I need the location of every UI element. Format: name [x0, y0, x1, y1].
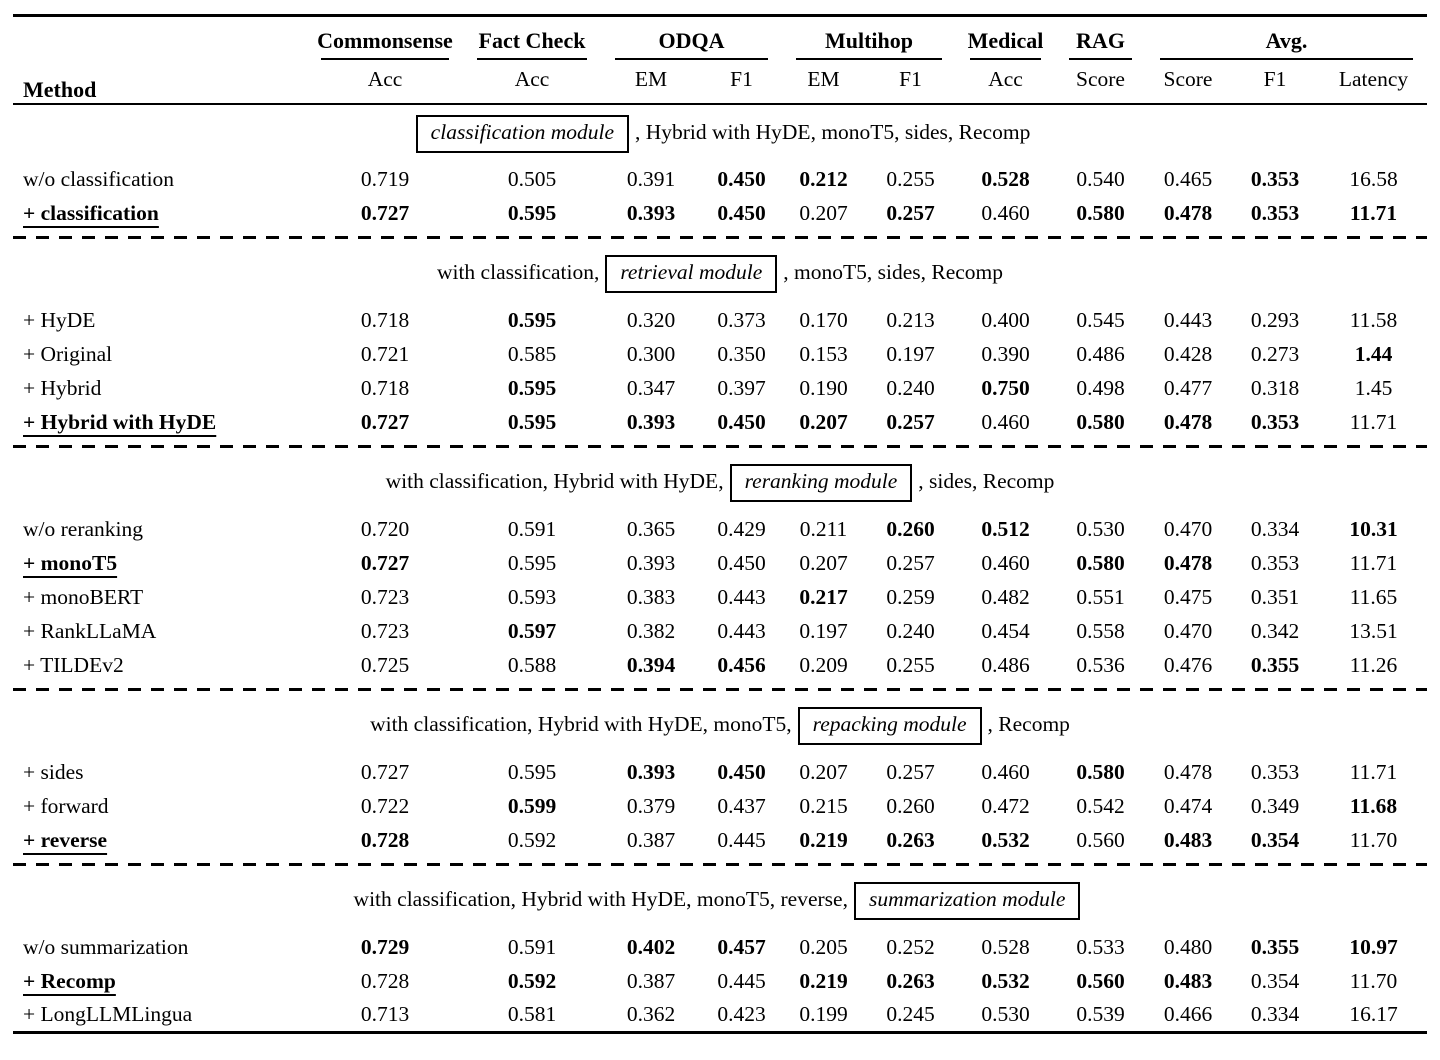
value-cell: 0.466 — [1163, 1001, 1213, 1026]
value-cell: 0.443 — [717, 584, 766, 609]
col-subheader-medical-acc: Acc — [956, 60, 1055, 104]
section-banner-row — [13, 872, 1427, 930]
value-cell: 0.470 — [1163, 618, 1213, 643]
method-cell: + monoT5 — [23, 550, 118, 575]
section-banner — [13, 454, 1427, 512]
col-group-commonsense — [307, 16, 463, 61]
value-cell: 0.387 — [626, 968, 676, 993]
value-cell: 0.387 — [626, 827, 676, 852]
value-cell: 10.31 — [1349, 516, 1398, 541]
value-cell: 0.207 — [799, 409, 848, 434]
value-cell: 0.528 — [981, 934, 1030, 959]
value-cell: 0.728 — [360, 827, 410, 852]
value-cell: 0.260 — [886, 516, 935, 541]
method-cell: + forward — [23, 793, 109, 818]
value-cell: 0.213 — [886, 307, 935, 332]
value-cell: 0.347 — [626, 375, 676, 400]
value-cell: 0.353 — [1250, 200, 1300, 225]
value-cell: 0.353 — [1250, 550, 1300, 575]
banner-post-text: , monoT5, sides, Recomp — [783, 260, 1004, 285]
value-cell: 0.482 — [981, 584, 1030, 609]
value-cell: 0.293 — [1250, 307, 1300, 332]
value-cell: 0.450 — [717, 200, 766, 225]
value-cell: 0.209 — [799, 652, 848, 677]
value-cell: 0.718 — [360, 307, 410, 332]
banner-post-text: , Hybrid with HyDE, monoT5, sides, Recomp — [635, 119, 1031, 144]
value-cell: 11.70 — [1349, 968, 1398, 993]
value-cell: 0.593 — [507, 584, 557, 609]
value-cell: 0.355 — [1250, 934, 1300, 959]
section-banner-row — [13, 454, 1427, 512]
col-subheader-avg-f1: F1 — [1230, 60, 1320, 104]
table-row — [13, 823, 1427, 857]
value-cell: 0.545 — [1076, 307, 1125, 332]
col-group-label: Commonsense — [317, 28, 453, 53]
value-cell: 0.725 — [360, 652, 410, 677]
value-cell: 0.450 — [717, 759, 766, 784]
col-subheader-multihop-f1: F1 — [865, 60, 956, 104]
value-cell: 0.393 — [626, 200, 676, 225]
value-cell: 16.58 — [1349, 166, 1398, 191]
value-cell: 0.390 — [981, 341, 1030, 366]
value-cell: 0.720 — [360, 516, 410, 541]
value-cell: 0.532 — [981, 827, 1030, 852]
col-group-label: Avg. — [1265, 28, 1308, 53]
value-cell: 0.599 — [507, 793, 557, 818]
value-cell: 16.17 — [1349, 1001, 1398, 1026]
module-box: repacking module — [798, 707, 982, 745]
col-group-fact-check — [463, 16, 601, 61]
table-row — [13, 930, 1427, 964]
value-cell: 0.477 — [1163, 375, 1213, 400]
value-cell: 0.595 — [507, 375, 557, 400]
value-cell: 0.729 — [360, 934, 410, 959]
dashed-line — [13, 863, 1427, 866]
value-cell: 0.512 — [981, 516, 1030, 541]
method-cell: w/o classification — [23, 166, 175, 191]
value-cell: 0.207 — [799, 759, 848, 784]
value-cell: 0.542 — [1076, 793, 1125, 818]
section-banner-row — [13, 104, 1427, 162]
value-cell: 0.456 — [717, 652, 766, 677]
value-cell: 11.70 — [1349, 827, 1398, 852]
value-cell: 0.727 — [360, 409, 410, 434]
banner-pre-text: with classification, — [436, 260, 600, 285]
value-cell: 0.476 — [1163, 652, 1213, 677]
value-cell: 0.530 — [981, 1001, 1030, 1026]
value-cell: 0.454 — [981, 618, 1030, 643]
table-row — [13, 546, 1427, 580]
dashed-line — [13, 445, 1427, 448]
value-cell: 0.353 — [1250, 759, 1300, 784]
table-row — [13, 196, 1427, 230]
col-group-label: Multihop — [824, 28, 914, 53]
col-subheader-commonsense-acc: Acc — [307, 60, 463, 104]
value-cell: 0.217 — [799, 584, 848, 609]
value-cell: 1.44 — [1354, 341, 1393, 366]
value-cell: 0.263 — [886, 827, 935, 852]
value-cell: 0.560 — [1076, 827, 1125, 852]
value-cell: 0.713 — [360, 1001, 410, 1026]
value-cell: 0.588 — [507, 652, 557, 677]
ablation-results-table — [13, 14, 1427, 1034]
value-cell: 0.592 — [507, 968, 557, 993]
value-cell: 0.205 — [799, 934, 848, 959]
value-cell: 0.320 — [626, 307, 676, 332]
value-cell: 0.197 — [886, 341, 935, 366]
value-cell: 0.207 — [799, 550, 848, 575]
section-divider — [13, 230, 1427, 245]
value-cell: 0.252 — [886, 934, 935, 959]
value-cell: 0.397 — [717, 375, 766, 400]
value-cell: 0.443 — [1163, 307, 1213, 332]
value-cell: 0.580 — [1076, 200, 1125, 225]
value-cell: 0.391 — [626, 166, 676, 191]
value-cell: 0.445 — [717, 968, 766, 993]
value-cell: 0.560 — [1076, 968, 1125, 993]
value-cell: 0.199 — [799, 1001, 848, 1026]
section-banner — [13, 104, 1427, 162]
value-cell: 0.211 — [799, 516, 848, 541]
value-cell: 0.353 — [1250, 409, 1300, 434]
value-cell: 0.394 — [626, 652, 676, 677]
value-cell: 0.353 — [1250, 166, 1300, 191]
value-cell: 0.540 — [1076, 166, 1125, 191]
value-cell: 0.595 — [507, 759, 557, 784]
value-cell: 11.71 — [1349, 200, 1398, 225]
col-group-rag — [1055, 16, 1146, 61]
value-cell: 0.592 — [507, 827, 557, 852]
value-cell: 0.349 — [1250, 793, 1300, 818]
value-cell: 0.580 — [1076, 409, 1125, 434]
section-divider-row — [13, 230, 1427, 245]
value-cell: 0.480 — [1163, 934, 1213, 959]
table-body — [13, 104, 1427, 1032]
value-cell: 0.472 — [981, 793, 1030, 818]
value-cell: 0.533 — [1076, 934, 1125, 959]
value-cell: 0.350 — [717, 341, 766, 366]
value-cell: 0.240 — [886, 375, 935, 400]
value-cell: 0.478 — [1163, 759, 1213, 784]
banner-post-text: , Recomp — [987, 712, 1070, 737]
value-cell: 0.393 — [626, 759, 676, 784]
value-cell: 0.478 — [1163, 200, 1213, 225]
section-banner-row — [13, 245, 1427, 303]
col-group-label: Medical — [967, 28, 1044, 53]
value-cell: 0.474 — [1163, 793, 1213, 818]
method-cell: w/o reranking — [23, 516, 144, 541]
value-cell: 0.393 — [626, 550, 676, 575]
value-cell: 11.58 — [1349, 307, 1398, 332]
module-box: summarization module — [854, 882, 1081, 920]
value-cell: 0.215 — [799, 793, 848, 818]
table-row — [13, 614, 1427, 648]
value-cell: 0.718 — [360, 375, 410, 400]
value-cell: 0.719 — [360, 166, 410, 191]
value-cell: 0.450 — [717, 550, 766, 575]
value-cell: 11.68 — [1349, 793, 1398, 818]
method-cell: + TILDEv2 — [23, 652, 124, 677]
module-box: retrieval module — [605, 255, 777, 293]
value-cell: 0.585 — [507, 341, 557, 366]
section-divider-row — [13, 857, 1427, 872]
col-subheader-avg-latency: Latency — [1320, 60, 1427, 104]
section-divider-row — [13, 439, 1427, 454]
value-cell: 0.153 — [799, 341, 848, 366]
value-cell: 0.478 — [1163, 409, 1213, 434]
value-cell: 1.45 — [1354, 375, 1393, 400]
value-cell: 0.722 — [360, 793, 410, 818]
table-row — [13, 371, 1427, 405]
value-cell: 0.383 — [626, 584, 676, 609]
value-cell: 0.170 — [799, 307, 848, 332]
table-row — [13, 648, 1427, 682]
value-cell: 0.460 — [981, 550, 1030, 575]
col-subheader-multihop-em: EM — [782, 60, 865, 104]
banner-post-text: , sides, Recomp — [918, 469, 1055, 494]
value-cell: 0.257 — [886, 409, 935, 434]
value-cell: 0.257 — [886, 200, 935, 225]
method-cell: w/o summarization — [23, 934, 189, 959]
value-cell: 0.443 — [717, 618, 766, 643]
dashed-line — [13, 236, 1427, 239]
col-header-method: Method — [13, 16, 307, 105]
value-cell: 0.750 — [981, 375, 1030, 400]
value-cell: 0.212 — [799, 166, 848, 191]
table-header — [13, 16, 1427, 105]
value-cell: 0.255 — [886, 166, 935, 191]
table-row — [13, 789, 1427, 823]
value-cell: 0.475 — [1163, 584, 1213, 609]
table-row — [13, 337, 1427, 371]
value-cell: 0.334 — [1250, 516, 1300, 541]
section-divider-row — [13, 682, 1427, 697]
section-banner — [13, 872, 1427, 930]
value-cell: 0.723 — [360, 584, 410, 609]
section-banner — [13, 245, 1427, 303]
value-cell: 0.478 — [1163, 550, 1213, 575]
value-cell: 0.727 — [360, 550, 410, 575]
value-cell: 0.240 — [886, 618, 935, 643]
value-cell: 0.505 — [507, 166, 557, 191]
value-cell: 0.728 — [360, 968, 410, 993]
section-divider — [13, 682, 1427, 697]
value-cell: 0.551 — [1076, 584, 1125, 609]
value-cell: 0.580 — [1076, 759, 1125, 784]
value-cell: 0.580 — [1076, 550, 1125, 575]
value-cell: 0.219 — [799, 827, 848, 852]
banner-pre-text: with classification, Hybrid with HyDE, monoT5, — [370, 712, 792, 737]
value-cell: 0.318 — [1250, 375, 1300, 400]
value-cell: 0.483 — [1163, 827, 1213, 852]
method-cell: + Original — [23, 341, 113, 366]
value-cell: 0.428 — [1163, 341, 1213, 366]
value-cell: 0.450 — [717, 409, 766, 434]
value-cell: 11.65 — [1349, 584, 1398, 609]
value-cell: 0.450 — [717, 166, 766, 191]
value-cell: 0.354 — [1250, 968, 1300, 993]
value-cell: 0.721 — [360, 341, 410, 366]
col-group-label: ODQA — [658, 28, 725, 53]
value-cell: 0.536 — [1076, 652, 1125, 677]
value-cell: 11.71 — [1349, 550, 1398, 575]
table-row — [13, 162, 1427, 196]
value-cell: 0.300 — [626, 341, 676, 366]
value-cell: 0.263 — [886, 968, 935, 993]
value-cell: 0.207 — [799, 200, 848, 225]
table-row — [13, 303, 1427, 337]
value-cell: 0.460 — [981, 759, 1030, 784]
col-group-multihop — [782, 16, 956, 61]
col-subheader-avg-score: Score — [1146, 60, 1230, 104]
value-cell: 0.539 — [1076, 1001, 1125, 1026]
value-cell: 10.97 — [1349, 934, 1398, 959]
value-cell: 0.402 — [626, 934, 676, 959]
method-cell: + RankLLaMA — [23, 618, 157, 643]
method-cell: + classification — [23, 200, 159, 225]
section-divider — [13, 857, 1427, 872]
value-cell: 0.445 — [717, 827, 766, 852]
value-cell: 0.591 — [507, 934, 557, 959]
value-cell: 0.465 — [1163, 166, 1213, 191]
col-subheader-odqa-f1: F1 — [701, 60, 782, 104]
value-cell: 0.498 — [1076, 375, 1125, 400]
method-cell: + LongLLMLingua — [23, 1001, 193, 1026]
value-cell: 13.51 — [1349, 618, 1398, 643]
method-cell: + monoBERT — [23, 584, 144, 609]
method-cell: + Hybrid with HyDE — [23, 409, 217, 434]
method-cell: + HyDE — [23, 307, 96, 332]
value-cell: 0.354 — [1250, 827, 1300, 852]
method-cell: + Recomp — [23, 968, 116, 993]
value-cell: 0.382 — [626, 618, 676, 643]
value-cell: 0.595 — [507, 550, 557, 575]
col-subheader-rag-score: Score — [1055, 60, 1146, 104]
col-group-label: Fact Check — [478, 28, 586, 53]
value-cell: 0.486 — [981, 652, 1030, 677]
module-box: classification module — [416, 115, 629, 153]
value-cell: 0.486 — [1076, 341, 1125, 366]
value-cell: 0.727 — [360, 759, 410, 784]
table-row — [13, 580, 1427, 614]
col-group-avg — [1146, 16, 1427, 61]
value-cell: 0.460 — [981, 200, 1030, 225]
value-cell: 0.423 — [717, 1001, 766, 1026]
table-row — [13, 755, 1427, 789]
value-cell: 0.727 — [360, 200, 410, 225]
method-cell: + reverse — [23, 827, 108, 852]
value-cell: 0.483 — [1163, 968, 1213, 993]
value-cell: 0.273 — [1250, 341, 1300, 366]
value-cell: 0.255 — [886, 652, 935, 677]
value-cell: 0.351 — [1250, 584, 1300, 609]
value-cell: 0.393 — [626, 409, 676, 434]
value-cell: 0.723 — [360, 618, 410, 643]
value-cell: 11.26 — [1349, 652, 1398, 677]
table-row — [13, 964, 1427, 998]
value-cell: 0.373 — [717, 307, 766, 332]
value-cell: 0.379 — [626, 793, 676, 818]
value-cell: 0.591 — [507, 516, 557, 541]
table-row — [13, 405, 1427, 439]
value-cell: 0.429 — [717, 516, 766, 541]
value-cell: 0.595 — [507, 200, 557, 225]
value-cell: 0.457 — [717, 934, 766, 959]
banner-pre-text: with classification, Hybrid with HyDE, — [385, 469, 724, 494]
value-cell: 0.530 — [1076, 516, 1125, 541]
dashed-line — [13, 688, 1427, 691]
section-banner — [13, 697, 1427, 755]
value-cell: 11.71 — [1349, 759, 1398, 784]
value-cell: 0.437 — [717, 793, 766, 818]
value-cell: 0.334 — [1250, 1001, 1300, 1026]
value-cell: 0.219 — [799, 968, 848, 993]
value-cell: 0.597 — [507, 618, 557, 643]
value-cell: 0.342 — [1250, 618, 1300, 643]
section-divider — [13, 439, 1427, 454]
module-box: reranking module — [730, 464, 913, 502]
col-group-odqa — [601, 16, 782, 61]
col-group-medical — [956, 16, 1055, 61]
value-cell: 0.257 — [886, 550, 935, 575]
value-cell: 0.595 — [507, 307, 557, 332]
table-row — [13, 512, 1427, 546]
value-cell: 0.365 — [626, 516, 676, 541]
col-group-label: RAG — [1076, 28, 1125, 53]
value-cell: 0.595 — [507, 409, 557, 434]
value-cell: 0.245 — [886, 1001, 935, 1026]
table-row — [13, 998, 1427, 1032]
col-subheader-odqa-em: EM — [601, 60, 701, 104]
value-cell: 0.400 — [981, 307, 1030, 332]
value-cell: 0.257 — [886, 759, 935, 784]
value-cell: 0.260 — [886, 793, 935, 818]
value-cell: 11.71 — [1349, 409, 1398, 434]
method-cell: + Hybrid — [23, 375, 102, 400]
value-cell: 0.355 — [1250, 652, 1300, 677]
value-cell: 0.460 — [981, 409, 1030, 434]
value-cell: 0.259 — [886, 584, 935, 609]
value-cell: 0.362 — [626, 1001, 676, 1026]
value-cell: 0.470 — [1163, 516, 1213, 541]
value-cell: 0.558 — [1076, 618, 1125, 643]
value-cell: 0.532 — [981, 968, 1030, 993]
banner-pre-text: with classification, Hybrid with HyDE, monoT5, reverse, — [353, 887, 848, 912]
value-cell: 0.197 — [799, 618, 848, 643]
value-cell: 0.528 — [981, 166, 1030, 191]
method-cell: + sides — [23, 759, 84, 784]
section-banner-row — [13, 697, 1427, 755]
value-cell: 0.190 — [799, 375, 848, 400]
col-subheader-factcheck-acc: Acc — [463, 60, 601, 104]
value-cell: 0.581 — [507, 1001, 557, 1026]
